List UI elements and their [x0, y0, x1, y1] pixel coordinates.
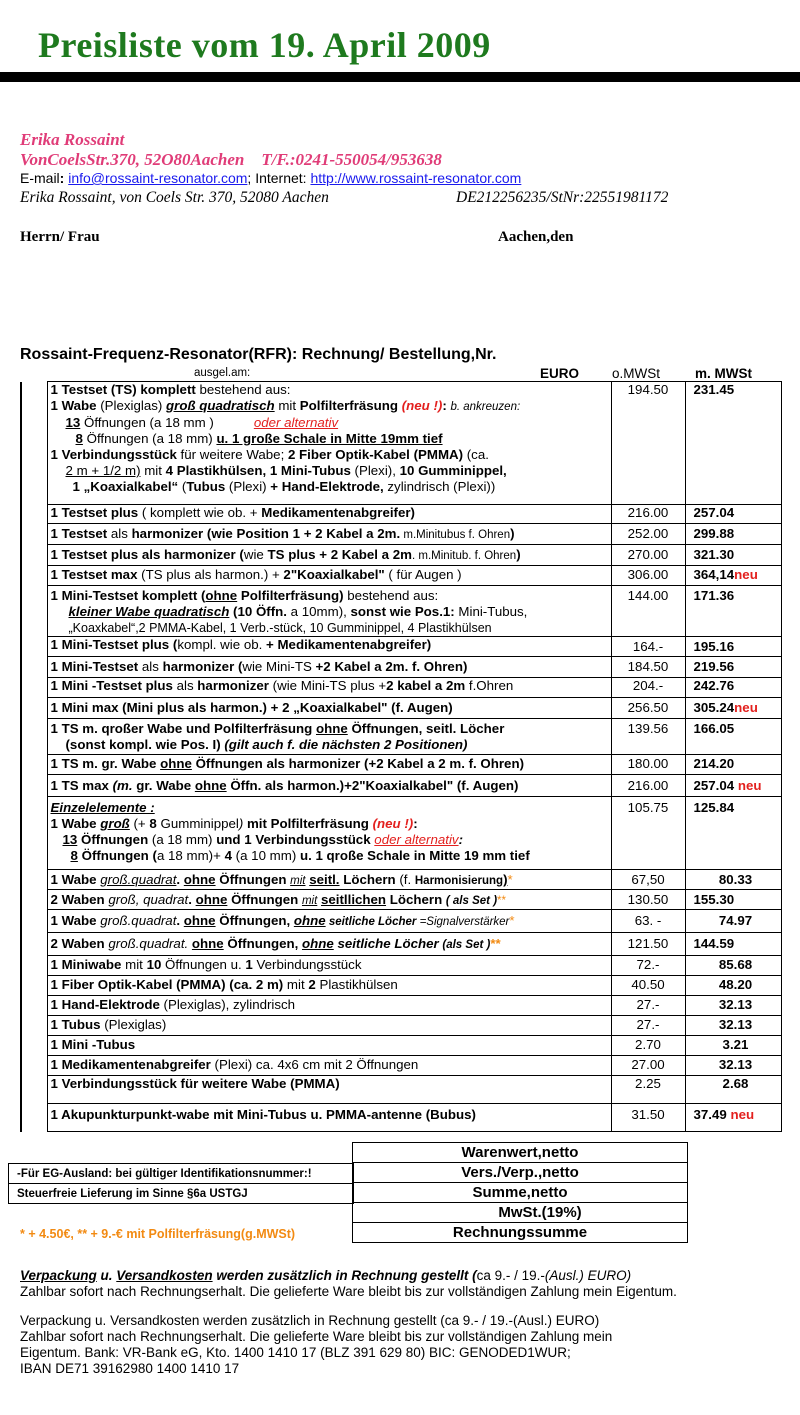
net-price: 252.00 [611, 524, 685, 545]
table-row: 2 Waben groß, quadrat. ohne Öffnungen mit seitllichen Löchern ( als Set )** 130.50 155.30 [21, 890, 781, 910]
total-vat: MwSt.(19%) [353, 1203, 688, 1223]
gross-price: 155.30 [685, 890, 781, 910]
tax-notes [8, 1163, 354, 1204]
gross-price: 166.05 [685, 719, 781, 755]
table-row: 1 Testset plus als harmonizer (wie TS plus + 2 Kabel a 2m. m.Minitub. f. Ohren) 270.00 321.30 [21, 545, 781, 566]
net-price: 306.00 [611, 566, 685, 586]
net-price: 256.50 [611, 698, 685, 719]
salutation: Herrn/ Frau [20, 229, 100, 245]
total-shipping-net: Vers./Verp.,netto [353, 1163, 688, 1183]
net-price: 105.75 [611, 797, 685, 870]
totals-table [352, 1142, 688, 1243]
table-row: 1 TS m. gr. Wabe ohne Öffnungen als harmonizer (+2 Kabel a 2 m. f. Ohren) 180.00 214.20 [21, 755, 781, 775]
net-price: 2.70 [611, 1036, 685, 1056]
table-row: 1 Mini-Testset als harmonizer (wie Mini-TS +2 Kabel a 2m. f. Ohren) 184.50 219.56 [21, 657, 781, 678]
issued-label: ausgel.am: [194, 367, 251, 379]
table-row: 1 Tubus (Plexiglas) 27.- 32.13 [21, 1016, 781, 1036]
gross-price: 32.13 [685, 1016, 781, 1036]
gross-price: 37.49 neu [685, 1104, 781, 1132]
invoice-heading-part2: (RFR): Rechnung/ Bestellung,Nr. [248, 346, 497, 363]
gross-price: 219.56 [685, 657, 781, 678]
table-row: 1 Mini-Testset komplett (ohne Polfilterfräsung) bestehend aus: kleiner Wabe quadratisch (10 Öffn. a 10mm), sonst wie Pos.1: Mini-Tubus, „Koaxkabel“,2 PMMA-Kabel, 1 Verb.-stück, 10 Gumminippel, 4 Plastikhülsen 144.00 171.36 [21, 586, 781, 637]
net-price: 27.- [611, 1016, 685, 1036]
website-link[interactable]: http://www.rossaint-resonator.com [310, 170, 522, 186]
price-table [20, 381, 782, 1132]
gross-price: 144.59 [685, 933, 781, 956]
surcharge-note: * + 4.50€, ** + 9.-€ mit Polfilterfräsung(g.MWSt) [20, 1227, 296, 1241]
net-price: 121.50 [611, 933, 685, 956]
new-badge: neu [734, 567, 758, 582]
sender-address: VonCoelsStr.370, 52O80Aachen T/F.:0241-550054/953638 [20, 150, 442, 169]
net-price: 184.50 [611, 657, 685, 678]
gross-price: 364,14neu [685, 566, 781, 586]
table-row: 1 Fiber Optik-Kabel (PMMA) (ca. 2 m) mit 2 Plastikhülsen 40.50 48.20 [21, 976, 781, 996]
footer-paragraph-1: Verpackung u. Versandkosten werden zusätzlich in Rechnung gestellt (ca 9.- / 19.-(Ausl.) EURO) Zahlbar sofort nach Rechnungserhalt. Die gelieferte Ware bleibt bis zur vollständigen Zahlung mein Eigentum. [20, 1268, 677, 1299]
net-price: 27.- [611, 996, 685, 1016]
net-price: 216.00 [611, 505, 685, 524]
net-price: 139.56 [611, 719, 685, 755]
net-price: 194.50 [611, 382, 685, 505]
gross-price: 195.16 [685, 637, 781, 657]
table-row: 1 Mini-Testset plus (kompl. wie ob. + Medikamentenabgreifer) 164.- 195.16 [21, 637, 781, 657]
gross-price: 242.76 [685, 678, 781, 698]
table-row: 1 Medikamentenabgreifer (Plexi) ca. 4x6 cm mit 2 Öffnungen 27.00 32.13 [21, 1056, 781, 1076]
table-row: 1 Mini max (Mini plus als harmon.) + 2 „Koaxialkabel" (f. Augen) 256.50 305.24neu [21, 698, 781, 719]
gross-price: 32.13 [685, 996, 781, 1016]
net-price: 130.50 [611, 890, 685, 910]
gross-price: 125.84 [685, 797, 781, 870]
table-row: 1 TS m. qroßer Wabe und Polfilterfräsung ohne Öffnungen, seitl. Löcher (sonst kompl. wie Pos. I) (gilt auch f. die nächsten 2 Positionen) 139.56 166.05 [21, 719, 781, 755]
gross-price: 171.36 [685, 586, 781, 637]
page-title: Preisliste vom 19. April 2009 [38, 25, 491, 65]
total-invoice-sum: Rechnungssumme [353, 1223, 688, 1243]
gross-price: 48.20 [685, 976, 781, 996]
net-price: 31.50 [611, 1104, 685, 1132]
table-row: 1 Hand-Elektrode (Plexiglas), zylindrisch 27.- 32.13 [21, 996, 781, 1016]
place-date: Aachen,den [498, 229, 574, 245]
table-row: 1 Testset max (TS plus als harmon.) + 2"Koaxialkabel" ( für Augen ) 306.00 364,14neu [21, 566, 781, 586]
gross-price: 299.88 [685, 524, 781, 545]
gross-price: 32.13 [685, 1056, 781, 1076]
net-price: 72.- [611, 956, 685, 976]
gross-price: 305.24neu [685, 698, 781, 719]
gross-price: 74.97 [685, 910, 781, 933]
new-badge: neu [734, 700, 758, 715]
email-label: E-mail [20, 170, 60, 186]
net-price: 40.50 [611, 976, 685, 996]
net-price: 67,50 [611, 870, 685, 890]
table-row: 1 Verbindungsstück für weitere Wabe (PMMA) 2.25 2.68 [21, 1076, 781, 1104]
net-price: 27.00 [611, 1056, 685, 1076]
eu-note: -Für EG-Ausland: bei gültiger Identifikationsnummer:! [9, 1164, 354, 1184]
tax-number: DE212256235/StNr:22551981172 [456, 189, 669, 206]
title-divider [0, 72, 800, 82]
gross-price: 3.21 [685, 1036, 781, 1056]
gross-price: 2.68 [685, 1076, 781, 1104]
total-sum-net: Summe,netto [353, 1183, 688, 1203]
footer-paragraph-2: Verpackung u. Versandkosten werden zusätzlich in Rechnung gestellt (ca 9.- / 19.-(Ausl.) EURO) Zahlbar sofort nach Rechnungserhalt. Die gelieferte Ware bleibt bis zur vollständigen Zahlung mein Eigentum. Bank: VR-Bank eG, Kto. 1400 1410 17 (BLZ 391 629 80) BIC: GENODED1WUR; IBAN DE71 39162980 1400 1410 17 [20, 1313, 613, 1376]
taxfree-note: Steuerfreie Lieferung im Sinne §6a USTGJ [9, 1184, 354, 1204]
new-badge: neu [726, 1107, 755, 1122]
net-price: 144.00 [611, 586, 685, 637]
net-price: 164.- [611, 637, 685, 657]
gross-column-header: m. MWSt [695, 366, 752, 381]
item-description: 1 Testset (TS) komplett bestehend aus: 1 Wabe (Plexiglas) groß quadratisch mit Polfilterfräsung (neu !): b. ankreuzen: 13 Öffnungen (a 18 mm ) oder alternativ 8 Öffnungen (a 18 mm) u. 1 große Schale in Mitte 19mm tief 1 Verbindungsstück für weitere Wabe; 2 Fiber Optik-Kabel (PMMA) (ca. 2 m + 1/2 m) mit 4 Plastikhülsen, 1 Mini-Tubus (Plexi), 10 Gumminippel, 1 „Koaxialkabel“ (Tubus (Plexi) + Hand-Elektrode, zylindrisch (Plexi)) [47, 382, 611, 505]
table-row: 1 Akupunkturpunkt-wabe mit Mini-Tubus u. PMMA-antenne (Bubus) 31.50 37.49 neu [21, 1104, 781, 1132]
table-row [21, 382, 781, 505]
gross-price: 85.68 [685, 956, 781, 976]
email-link[interactable]: info@rossaint-resonator.com [68, 170, 248, 186]
invoice-heading-part1: Rossaint-Frequenz-Resonator [20, 346, 249, 363]
table-row: 1 Wabe groß.quadrat. ohne Öffnungen, ohne seitliche Löcher =Signalverstärker* 63. - 74.97 [21, 910, 781, 933]
invoice-heading [20, 346, 496, 364]
table-row: Einzelelemente : 1 Wabe groß (+ 8 Gumminippel) mit Polfilterfräsung (neu !): 13 Öffnungen (a 18 mm) und 1 Verbindungsstück oder alternativ: 8 Öffnungen (a 18 mm)+ 4 (a 10 mm) u. 1 qroße Schale in Mitte 19 mm tief 105.75 125.84 [21, 797, 781, 870]
net-price: 63. - [611, 910, 685, 933]
table-row: 1 TS max (m. gr. Wabe ohne Öffn. als harmon.)+2"Koaxialkabel" (f. Augen) 216.00 257.04 neu [21, 775, 781, 797]
gross-price: 80.33 [685, 870, 781, 890]
gross-price: 214.20 [685, 755, 781, 775]
net-price: 270.00 [611, 545, 685, 566]
gross-price: 257.04 [685, 505, 781, 524]
contact-line [20, 170, 521, 186]
internet-label: ; Internet: [247, 170, 311, 186]
net-column-header: o.MWSt [612, 366, 661, 381]
net-price: 204.- [611, 678, 685, 698]
net-price: 216.00 [611, 775, 685, 797]
gross-price: 257.04 neu [685, 775, 781, 797]
table-row: 1 Mini -Tubus 2.70 3.21 [21, 1036, 781, 1056]
net-price: 2.25 [611, 1076, 685, 1104]
table-row: 1 Testset als harmonizer (wie Position 1 + 2 Kabel a 2m. m.Minitubus f. Ohren) 252.00 299.88 [21, 524, 781, 545]
table-row: 2 Waben groß.quadrat. ohne Öffnungen, ohne seitliche Löcher (als Set )** 121.50 144.59 [21, 933, 781, 956]
total-goods-net: Warenwert,netto [353, 1143, 688, 1163]
sender-name: Erika Rossaint [20, 130, 125, 149]
net-price: 180.00 [611, 755, 685, 775]
gross-price: 231.45 [685, 382, 781, 505]
currency-header: EURO [540, 366, 580, 381]
new-badge: neu [734, 778, 762, 793]
sender-line: Erika Rossaint, von Coels Str. 370, 52080 Aachen [20, 189, 329, 206]
table-row: 1 Mini -Testset plus als harmonizer (wie Mini-TS plus +2 kabel a 2m f.Ohren 204.- 242.76 [21, 678, 781, 698]
table-row: 1 Testset plus ( komplett wie ob. + Medikamentenabgreifer) 216.00 257.04 [21, 505, 781, 524]
table-row: 1 Wabe groß.quadrat. ohne Öffnungen mit seitl. Löchern (f. Harmonisierung)* 67,50 80.33 [21, 870, 781, 890]
email-separator: : [59, 170, 65, 186]
table-row: 1 Miniwabe mit 10 Öffnungen u. 1 Verbindungsstück 72.- 85.68 [21, 956, 781, 976]
gross-price: 321.30 [685, 545, 781, 566]
